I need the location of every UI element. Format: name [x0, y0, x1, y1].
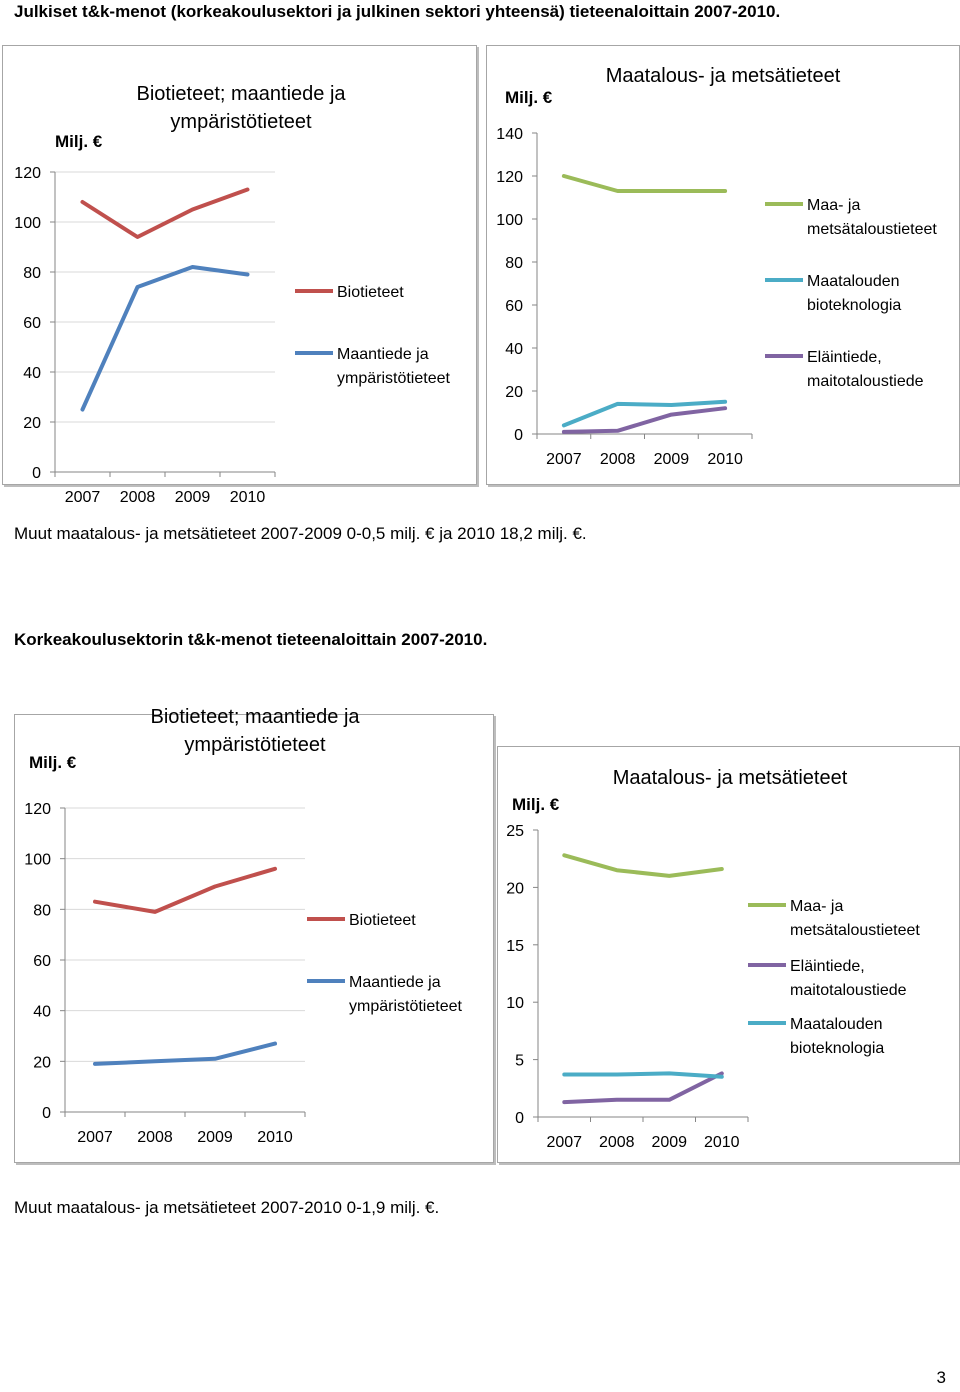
page-number: 3 — [936, 1368, 946, 1387]
y-tick-label: 140 — [496, 126, 523, 143]
y-tick-label: 0 — [515, 1110, 524, 1127]
unit-label: Milj. € — [29, 753, 77, 772]
legend-label: Biotieteet — [337, 284, 404, 301]
x-tick-label: 2009 — [651, 1134, 688, 1151]
y-tick-label: 10 — [506, 995, 524, 1013]
y-tick-label: 80 — [23, 265, 41, 282]
legend-label: bioteknologia — [790, 1040, 885, 1057]
legend-label: metsätaloustieteet — [807, 221, 937, 238]
chart-agri-forest-university — [497, 746, 960, 1163]
x-tick-label: 2010 — [703, 1134, 740, 1151]
x-tick-label: 2008 — [119, 489, 156, 506]
y-tick-label: 100 — [24, 851, 51, 869]
legend-label: Maantiede ja — [349, 974, 441, 991]
y-tick-label: 120 — [496, 169, 523, 186]
chart-bio-geo-public — [2, 45, 477, 506]
legend-label: Maatalouden — [790, 1016, 883, 1033]
heading-university-rd: Korkeakoulusektorin t&k-menot tieteenaloittain 2007-2010. — [14, 630, 488, 649]
x-tick-label: 2008 — [599, 451, 636, 468]
y-tick-label: 0 — [42, 1105, 51, 1122]
x-tick-label: 2010 — [257, 1129, 293, 1146]
legend-label: Maatalouden — [807, 273, 900, 290]
chart-title: Maatalous- ja metsätieteet — [605, 65, 841, 87]
x-tick-label: 2007 — [546, 1134, 583, 1151]
note-university-other-agri: Muut maatalous- ja metsätieteet 2007-2010 0-1,9 milj. €. — [14, 1198, 440, 1217]
x-tick-label: 2007 — [546, 451, 582, 468]
series-line — [564, 855, 722, 876]
y-tick-label: 80 — [505, 255, 523, 272]
chart-bio-geo-university — [14, 706, 494, 1163]
chart-title: Maatalous- ja metsätieteet — [612, 767, 848, 789]
chart-agri-forest-public-svg — [487, 46, 959, 484]
x-tick-label: 2010 — [229, 489, 266, 506]
legend-label: Biotieteet — [349, 912, 416, 929]
chart-agri-forest-public — [486, 45, 960, 485]
legend-label: Eläintiede, — [807, 349, 882, 366]
x-tick-label: 2009 — [174, 489, 211, 506]
legend-label: Maantiede ja — [337, 346, 429, 363]
y-tick-label: 80 — [33, 902, 51, 920]
unit-label: Milj. € — [55, 132, 103, 151]
y-tick-label: 20 — [505, 384, 523, 401]
chart-bio-geo-public-svg — [3, 46, 476, 506]
y-tick-label: 20 — [23, 415, 41, 432]
unit-label: Milj. € — [505, 88, 553, 107]
y-tick-label: 0 — [514, 427, 523, 444]
legend-label: bioteknologia — [807, 297, 902, 314]
series-line — [564, 1073, 722, 1076]
series-line — [95, 869, 275, 912]
chart-title: Biotieteet; maantiede ja — [136, 83, 346, 105]
y-tick-label: 0 — [32, 465, 41, 482]
y-tick-label: 100 — [496, 212, 523, 229]
series-line — [83, 190, 248, 238]
x-tick-label: 2009 — [653, 451, 690, 468]
legend-label: ympäristötieteet — [337, 370, 450, 387]
chart-bio-geo-university-svg — [15, 706, 493, 1162]
y-tick-label: 60 — [505, 298, 523, 315]
y-tick-label: 40 — [33, 1003, 51, 1021]
legend-label: Maa- ja — [790, 898, 844, 915]
legend-label: ympäristötieteet — [349, 998, 462, 1015]
chart-agri-forest-university-svg — [498, 747, 959, 1162]
y-tick-label: 100 — [14, 215, 41, 232]
legend-label: Eläintiede, — [790, 958, 865, 975]
y-tick-label: 40 — [23, 365, 41, 382]
y-tick-label: 40 — [505, 341, 523, 358]
x-tick-label: 2010 — [707, 451, 743, 468]
unit-label: Milj. € — [512, 795, 560, 814]
y-tick-label: 60 — [33, 953, 51, 970]
x-tick-label: 2009 — [197, 1129, 233, 1146]
series-line — [564, 176, 725, 191]
y-tick-label: 5 — [515, 1052, 524, 1070]
y-tick-label: 20 — [506, 880, 524, 898]
legend-label: Maa- ja — [807, 197, 861, 214]
x-tick-label: 2007 — [64, 489, 101, 506]
legend-label: maitotaloustiede — [807, 373, 924, 390]
x-tick-label: 2008 — [137, 1129, 173, 1146]
legend-label: metsätaloustieteet — [790, 922, 920, 939]
chart-title: ympäristötieteet — [184, 734, 326, 756]
chart-title: Biotieteet; maantiede ja — [150, 706, 360, 728]
note-public-other-agri: Muut maatalous- ja metsätieteet 2007-2009 0-0,5 milj. € ja 2010 18,2 milj. €. — [14, 524, 587, 543]
chart-title: ympäristötieteet — [170, 111, 312, 133]
y-tick-label: 120 — [14, 165, 41, 182]
legend-label: maitotaloustiede — [790, 982, 907, 999]
y-tick-label: 60 — [23, 315, 41, 332]
heading-public-rd: Julkiset t&k-menot (korkeakoulusektori ja julkinen sektori yhteensä) tieteenaloittain 2007-2010. — [14, 2, 781, 21]
series-line — [564, 408, 725, 432]
y-tick-label: 15 — [506, 937, 524, 955]
x-tick-label: 2008 — [598, 1134, 635, 1151]
y-tick-label: 20 — [33, 1054, 51, 1072]
x-tick-label: 2007 — [77, 1129, 113, 1146]
y-tick-label: 25 — [506, 823, 524, 840]
series-line — [83, 267, 248, 410]
series-line — [564, 1073, 722, 1102]
y-tick-label: 120 — [24, 801, 51, 818]
